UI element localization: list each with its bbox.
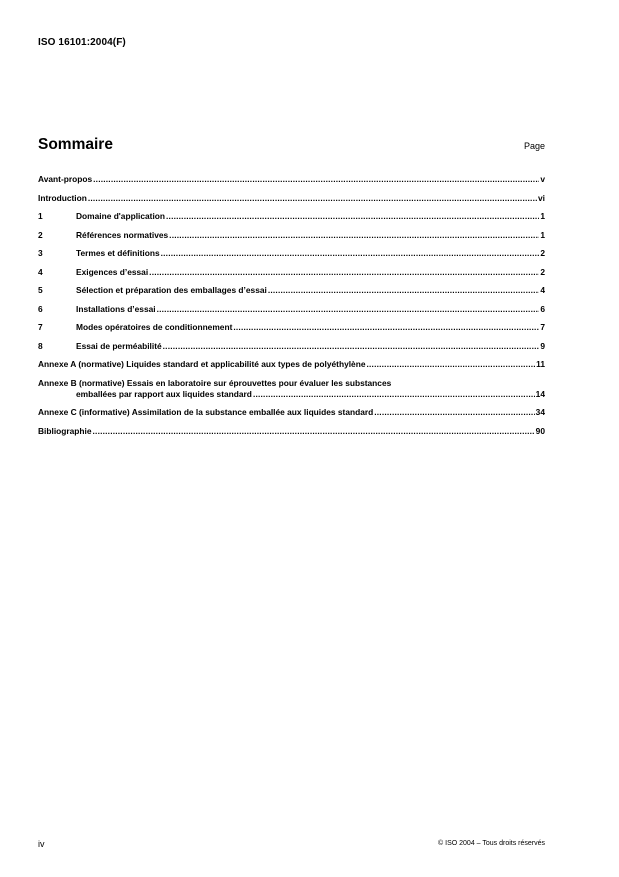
toc-leader-dots [366,359,535,370]
toc-leader-dots [163,341,540,352]
toc-title: Sommaire [38,136,113,153]
toc-entry-label: Avant-propos [38,174,93,184]
toc-entry-2[interactable] [38,230,545,241]
toc-entry-label: Bibliographie [38,425,92,436]
toc-entry-label-continuation: emballées par rapport aux liquides standard [76,388,252,399]
toc-leader-dots [149,267,539,278]
toc-entry-4[interactable] [38,267,545,278]
toc-entry-page: 7 [540,322,545,332]
toc-entry-label: Modes opératoires de conditionnement [76,322,233,332]
toc-entry-5[interactable] [38,285,545,296]
toc-leader-dots [268,285,539,296]
toc-entry-page: 14 [535,388,545,399]
toc-entry-page: 1 [540,229,545,240]
toc-page-column-label: Page [523,141,545,151]
toc-leader-dots [157,304,540,315]
toc-leader-dots [233,322,539,333]
table-of-contents [38,174,545,444]
toc-entry-number: 1 [38,211,43,221]
copyright-notice: © ISO 2004 – Tous droits réservés [438,840,545,847]
document-id: ISO 16101:2004(F) [38,37,126,48]
toc-entry-avant-propos[interactable] [38,174,545,185]
toc-entry-label: Références normatives [76,229,169,240]
toc-leader-dots [93,426,535,437]
toc-entry-page: 4 [540,285,545,295]
toc-entry-number: 8 [38,340,43,351]
toc-leader-dots [93,174,539,185]
toc-entry-page: v [540,174,545,184]
toc-entry-label: Installations d’essai [76,303,156,314]
toc-entry-label: Annexe C (informative) Assimilation de la substance emballée aux liquides standard [38,407,374,417]
toc-entry-8[interactable] [38,341,545,352]
toc-entry-label: Exigences d’essai [76,266,149,277]
toc-entry-introduction[interactable] [38,193,545,204]
toc-entry-annexe-b[interactable] [38,378,545,400]
toc-entry-label: Termes et définitions [76,248,160,258]
toc-leader-dots [169,230,539,241]
toc-entry-page: 1 [540,211,545,221]
toc-entry-page: 11 [536,359,545,369]
toc-entry-label: Introduction [38,192,87,203]
toc-entry-label: Essai de perméabilité [76,340,162,351]
toc-entry-page: 6 [540,303,545,314]
toc-entry-number: 6 [38,303,43,314]
toc-entry-number: 5 [38,285,43,295]
toc-entry-3[interactable] [38,248,545,259]
toc-entry-annexe-a[interactable] [38,359,545,370]
page-number: iv [38,839,45,849]
toc-entry-bibliographie[interactable] [38,426,545,437]
toc-entry-page: 9 [540,340,545,351]
toc-entry-number: 2 [38,229,43,240]
toc-entry-label-continuation-row [38,389,545,400]
toc-leader-dots [374,407,534,418]
toc-entry-page: vi [538,192,545,203]
toc-entry-label: Annexe A (normative) Liquides standard et applicabilité aux types de polyéthylène [38,359,366,369]
toc-entry-number: 4 [38,266,43,277]
toc-entry-1[interactable] [38,211,545,222]
toc-entry-6[interactable] [38,304,545,315]
toc-entry-label: Annexe B (normative) Essais en laboratoire sur éprouvettes pour évaluer les substances [38,377,392,388]
toc-leader-dots [88,193,537,204]
toc-entry-page: 90 [535,425,545,436]
toc-leader-dots [253,389,535,400]
toc-entry-page: 2 [540,248,545,258]
toc-entry-page: 2 [540,266,545,277]
toc-entry-7[interactable] [38,322,545,333]
toc-entry-label: Domaine d'application [76,211,166,221]
toc-leader-dots [161,248,540,259]
toc-leader-dots [166,211,539,222]
toc-entry-annexe-c[interactable] [38,407,545,418]
toc-entry-label: Sélection et préparation des emballages d’essai [76,285,267,295]
toc-entry-page: 34 [535,407,545,417]
toc-entry-number: 7 [38,322,43,332]
toc-entry-number: 3 [38,248,43,258]
